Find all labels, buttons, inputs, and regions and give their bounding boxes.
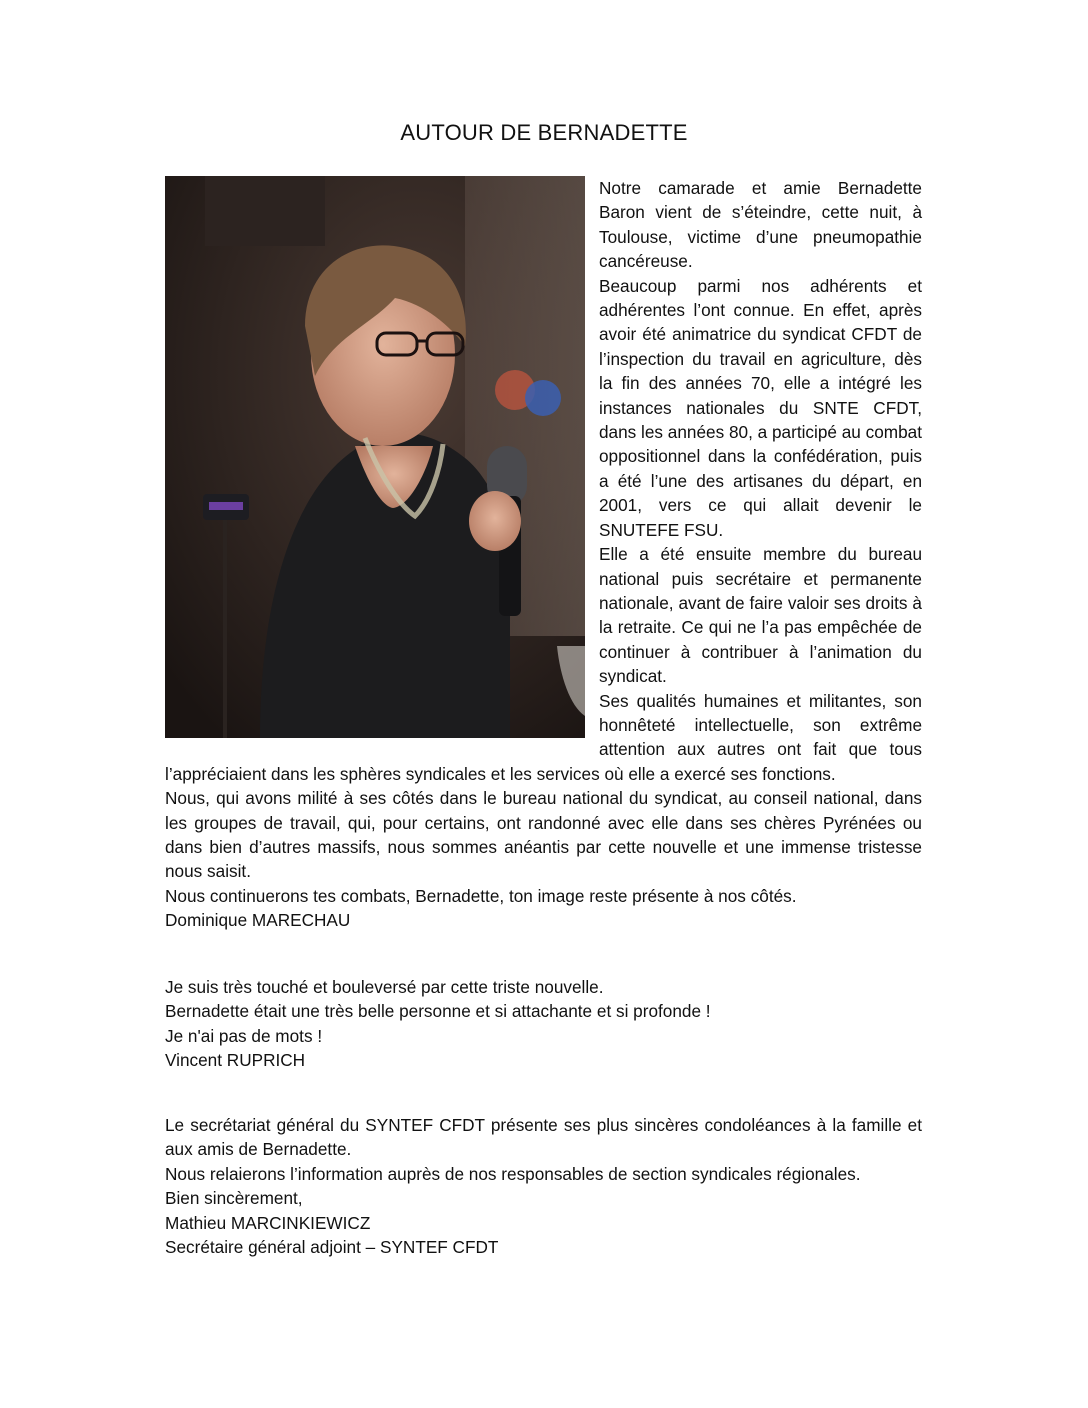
- portrait-illustration: [165, 176, 585, 738]
- paragraph: Nous continuerons tes combats, Bernadette, ton image reste présente à nos côtés.: [165, 885, 797, 906]
- signatory-role: Secrétaire général adjoint – SYNTEF CFDT: [165, 1237, 499, 1258]
- line: Je n'ai pas de mots !: [165, 1025, 323, 1046]
- line: Nous relaierons l’information auprès de nos responsables de section syndicales régionales.: [165, 1163, 861, 1184]
- paragraph: Ses qualités humaines et militantes, son honnêteté intellectuelle, son extrême attention aux autres ont fait que tous l’appréciaient dans les sphères syndicales et les services où elle a exercé ses fonctions.: [165, 690, 922, 784]
- paragraph: Elle a été ensuite membre du bureau national puis secrétaire et permanente nationale, avant de faire valoir ses droits à la retraite. Ce qui ne l’a pas empêchée de continuer à contribuer à l’animation du syndicat.: [599, 544, 922, 687]
- signature: Mathieu MARCINKIEWICZ: [165, 1212, 371, 1233]
- portrait-photo: [165, 176, 585, 738]
- paragraph: Beaucoup parmi nos adhérents et adhérentes l’ont connue. En effet, après avoir été animatrice du syndicat CFDT de l’inspection du travail en agriculture, dès la fin des années 70, elle a intégré les instances nationales du SNTE CFDT, dans les années 80, a participé au combat oppositionnel dans la confédération, puis a été l’une des artisanes du départ, en 2001, vers ce qui allait devenir le SNUTEFE FSU.: [599, 275, 922, 540]
- paragraph: Nous, qui avons milité à ses côtés dans le bureau national du syndicat, au conseil national, dans les groupes de travail, qui, pour certains, ont randonné avec elle dans ses chères Pyrénées ou dans bien d’autres massifs, nous sommes anéantis par cette nouvelle et une immense tristesse nous saisit.: [165, 788, 922, 882]
- tribute-vincent: [165, 975, 922, 1073]
- line: Je suis très touché et bouleversé par cette triste nouvelle.: [165, 977, 604, 997]
- line: Bien sincèrement,: [165, 1188, 303, 1209]
- signature: Vincent RUPRICH: [165, 1050, 306, 1071]
- line: Le secrétariat général du SYNTEF CFDT présente ses plus sincères condoléances à la famille et aux amis de Bernadette.: [165, 1115, 922, 1160]
- tribute-syntef: [165, 1113, 922, 1259]
- line: Bernadette était une très belle personne et si attachante et si profonde !: [165, 1001, 711, 1022]
- signature: Dominique MARECHAU: [165, 910, 351, 931]
- paragraph: Notre camarade et amie Bernadette Baron vient de s’éteindre, cette nuit, à Toulouse, victime d’une pneumopathie cancéreuse.: [599, 178, 922, 272]
- page-title: AUTOUR DE BERNADETTE: [400, 120, 688, 145]
- tribute-dominique: [165, 176, 922, 933]
